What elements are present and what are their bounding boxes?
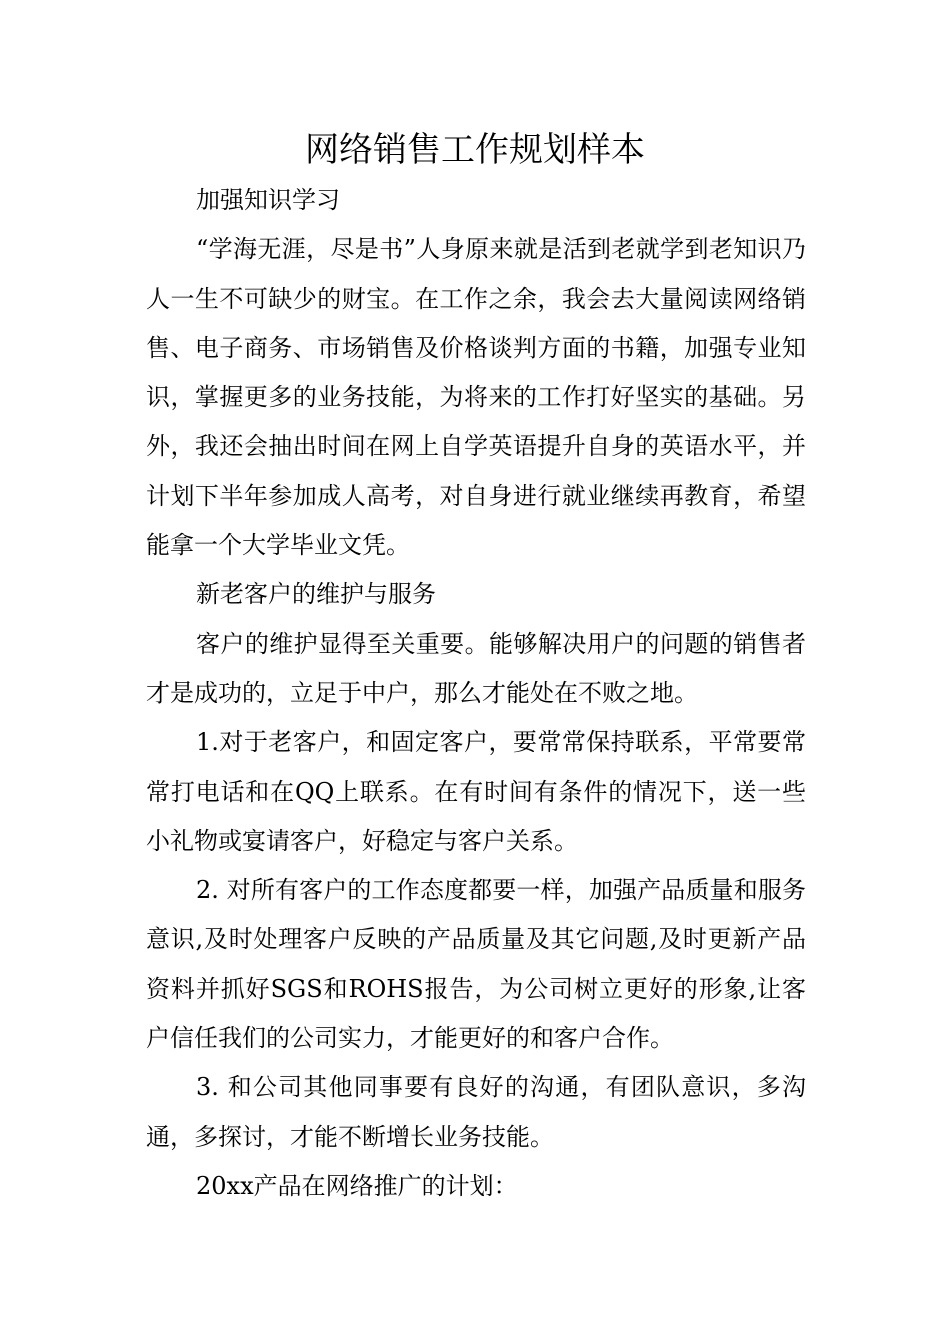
section-heading-customers: 新老客户的维护与服务 <box>196 580 436 609</box>
section-heading-promotion: 20xx产品在网络推广的计划： <box>196 1171 518 1200</box>
list-item-2: 2. 对所有客户的工作态度都要一样，加强产品质量和服务意识,及时处理客户反映的产品质量及其它问题,及时更新产品资料并抓好SGS和ROHS报告，为公司树立更好的形象,让客户信任我们的公司实力，才能更好的和客户合作。 <box>146 876 806 1053</box>
document-body <box>146 176 806 1211</box>
document-title: 网络销售工作规划样本 <box>305 130 645 170</box>
list-item-1: 1.对于老客户，和固定客户，要常常保持联系，平常要常常打电话和在QQ上联系。在有时间有条件的情况下，送一些小礼物或宴请客户，好稳定与客户关系。 <box>146 728 806 855</box>
paragraph-customer-maintenance: 客户的维护显得至关重要。能够解决用户的问题的销售者才是成功的，立足于中户，那么才能处在不败之地。 <box>146 629 806 707</box>
list-item-3: 3. 和公司其他同事要有良好的沟通，有团队意识，多沟通，多探讨，才能不断增长业务技能。 <box>146 1073 806 1151</box>
paragraph-knowledge: “学海无涯，尽是书”人身原来就是活到老就学到老知识乃人一生不可缺少的财宝。在工作之余，我会去大量阅读网络销售、电子商务、市场销售及价格谈判方面的书籍，加强专业知识，掌握更多的业务技能，为将来的工作打好坚实的基础。另外，我还会抽出时间在网上自学英语提升自身的英语水平，并计划下半年参加成人高考，对自身进行就业继续再教育，希望能拿一个大学毕业文凭。 <box>146 235 806 560</box>
section-heading-knowledge: 加强知识学习 <box>196 186 340 214</box>
